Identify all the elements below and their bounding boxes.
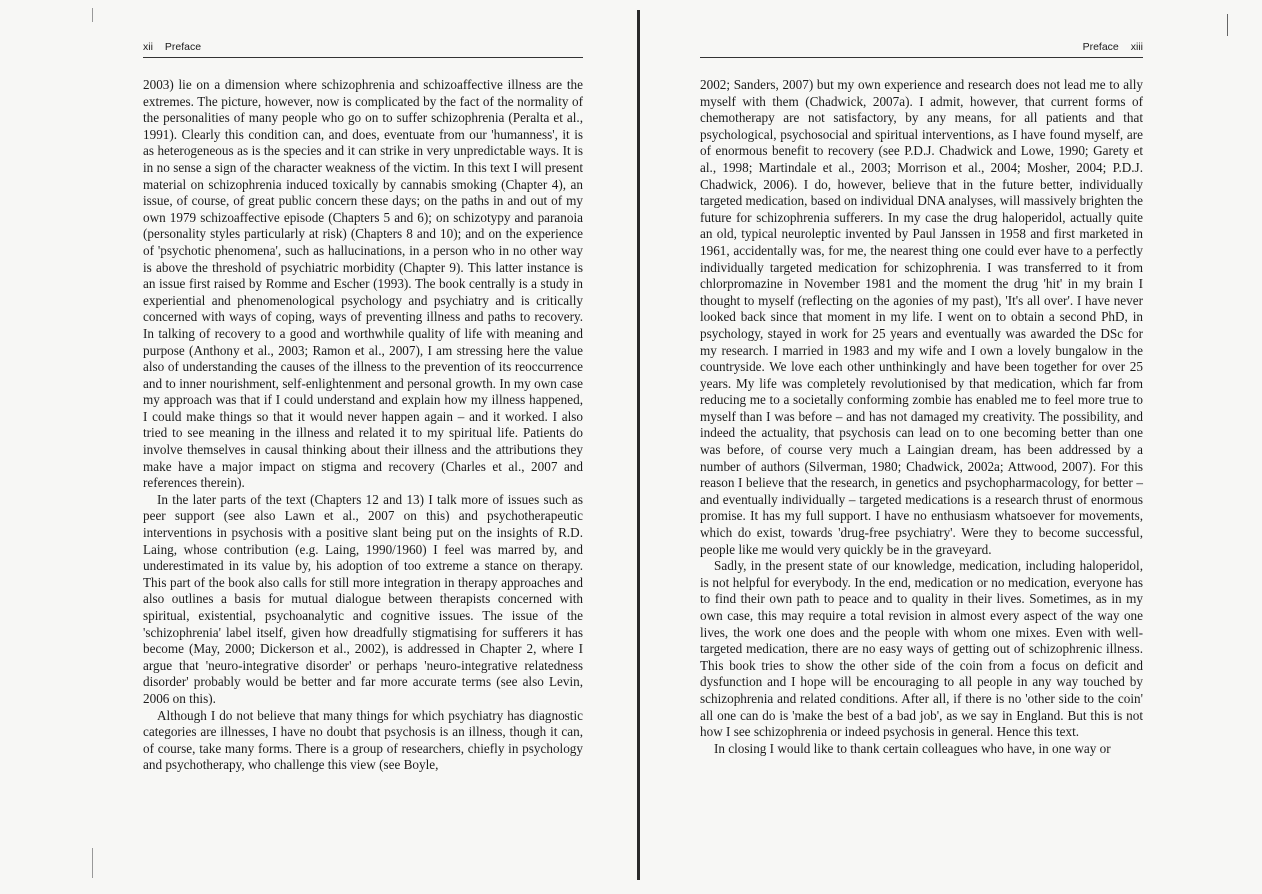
paragraph: In the later parts of the text (Chapters 12 and 13) I talk more of issues such as peer support (see also Lawn et al., 2007 on this) and psychotherapeutic interventions in psychosis with a positive slant being put on the insights of R.D. Laing, whose contribution (e.g. Laing, 1990/1960) I feel was marred by, and underestimated in its value by, his adoption of too extreme a stance on therapy. This part of the book also calls for still more integration in therapy approaches and also outlines a basis for mutual dialogue between therapists concerned with spiritual, existential, psychoanalytic and cognitive issues. The issue of the 'schizophrenia' label itself, given how dreadfully stigmatising for sufferers it has become (May, 2000; Dickerson et al., 2002), is addressed in Chapter 2, where I argue that 'neuro-integrative disorder' or perhaps 'neuro-integrative relatedness disorder' probably would be better and far more accurate terms (see also Levin, 2006 on this). <box>143 491 583 706</box>
right-running-head <box>700 40 1143 58</box>
scan-mark-top-right <box>1227 14 1228 36</box>
left-page <box>143 40 583 800</box>
right-page-number: xiii <box>1130 41 1143 53</box>
left-page-number: xii <box>143 41 153 53</box>
paragraph: 2003) lie on a dimension where schizophrenia and schizoaffective illness are the extremes. The picture, however, now is complicated by the fact of the normality of the personalities of many people who go on to suffer schizophrenia (Peralta et al., 1991). Clearly this condition can, and does, eventuate from our 'humanness', it is as heterogeneous as is the species and it can strike in very unpredictable ways. It is in no sense a sign of the character weakness of the victim. In this text I will present material on schizophrenia induced toxically by cannabis smoking (Chapter 4), an issue, of course, of great public concern these days; on the paths in and out of my own 1979 schizoaffective episode (Chapters 5 and 6); on schizotypy and paranoia (personality styles particularly at risk) (Chapters 8 and 10); and on the experience of 'psychotic phenomena', such as hallucinations, in a person who in no other way is above the threshold of psychiatric morbidity (Chapter 9). This latter instance is an issue first raised by Romme and Escher (1993). The book centrally is a study in experiential and phenomenological psychology and psychiatry and is critically concerned with ways of coping, ways of preventing illness and paths to recovery. In talking of recovery to a good and worthwhile quality of life with meaning and purpose (Anthony et al., 2003; Ramon et al., 2007), I am stressing here the value also of understanding the causes of the illness to the prevention of its reoccurrence and to inner nourishment, self-enlightenment and personal growth. In my own case my approach was that if I could understand and explain how my illness happened, I could make things so that it would never happen again – and it worked. I also tried to see meaning in the illness and related it to my spiritual life. Patients do involve themselves in causal thinking about their illness and the attributions they make have a major impact on stigma and recovery (Charles et al., 2007 and references therein). <box>143 77 583 491</box>
scan-mark-top-left <box>92 8 93 22</box>
paragraph: Although I do not believe that many things for which psychiatry has diagnostic categories are illnesses, I have no doubt that psychosis is an illness, though it can, of course, take many forms. There is a group of researchers, chiefly in psychology and psychotherapy, who challenge this view (see Boyle, <box>143 707 583 773</box>
book-gutter <box>637 10 640 880</box>
right-page-body <box>700 77 1143 757</box>
right-page <box>700 40 1143 800</box>
scan-mark-bottom-left <box>92 848 93 878</box>
paragraph: Sadly, in the present state of our knowledge, medication, including haloperidol, is not helpful for everybody. In the end, medication or no medication, everyone has to find their own path to peace and to quality in their lives. Sometimes, as in my own case, this may require a total revision in almost every aspect of the way one lives, the work one does and the people with whom one mixes. Even with well-targeted medication, there are no easy ways of getting out of schizophrenic illness. This book tries to show the other side of the coin from a focus on deficit and dysfunction and I hope will be encouraging to all people in any way touched by schizophrenia and related conditions. After all, if there is no 'other side to the coin' all one can do is 'make the best of a bad job', as we say in England. But this is not how I see schizophrenia or indeed psychosis in general. Hence this text. <box>700 558 1143 740</box>
right-running-title: Preface <box>1082 41 1119 53</box>
paragraph: 2002; Sanders, 2007) but my own experience and research does not lead me to ally myself with them (Chadwick, 2007a). I admit, however, that current forms of chemotherapy are not satisfactory, by any means, for all patients and that psychological, psychosocial and spiritual interventions, as I have found myself, are of enormous benefit to recovery (see P.D.J. Chadwick and Lowe, 1990; Garety et al., 1998; Martindale et al., 2003; Morrison et al., 2004; Mosher, 2004; P.D.J. Chadwick, 2006). I do, however, believe that in the future better, individually targeted medication, based on individual DNA analyses, will massively brighten the future for schizophrenia sufferers. In my case the drug haloperidol, actually quite an old, typical neuroleptic invented by Paul Janssen in 1958 and first marketed in 1961, accidentally was, for me, the nearest thing one could ever have to a perfectly individually targeted medication for schizophrenia. I was transferred to it from chlorpromazine in November 1981 and the moment the drug 'hit' in my brain I thought to myself (reflecting on the agonies of my past), 'It's all over'. I have never looked back since that moment in my life. I went on to obtain a second PhD, in psychology, stayed in work for 25 years and eventually was awarded the DSc for my research. I married in 1983 and my wife and I own a lovely bungalow in the countryside. We love each other unthinkingly and have been together for over 25 years. My life was completely revolutionised by that medication, which far from reducing me to a societally conforming zombie has enabled me to feel more true to myself than I was before – and has not damaged my creativity. The possibility, and indeed the actuality, that psychosis can lead on to one becoming better than one was before, of course very much a Laingian dream, has been addressed by a number of authors (Silverman, 1980; Chadwick, 2002a; Attwood, 2007). For this reason I believe that the research, in genetics and psychopharmacology, for better – and eventually individually – targeted medications is a research thrust of enormous promise. It has my full support. I have no enthusiasm whatsoever for movements, which do exist, towards 'drug-free psychiatry'. Were they to become successful, people like me would very quickly be in the graveyard. <box>700 77 1143 557</box>
left-running-title: Preface <box>164 41 202 53</box>
left-running-head <box>143 40 583 58</box>
paragraph: In closing I would like to thank certain colleagues who have, in one way or <box>714 740 1111 756</box>
left-page-body <box>143 77 583 774</box>
